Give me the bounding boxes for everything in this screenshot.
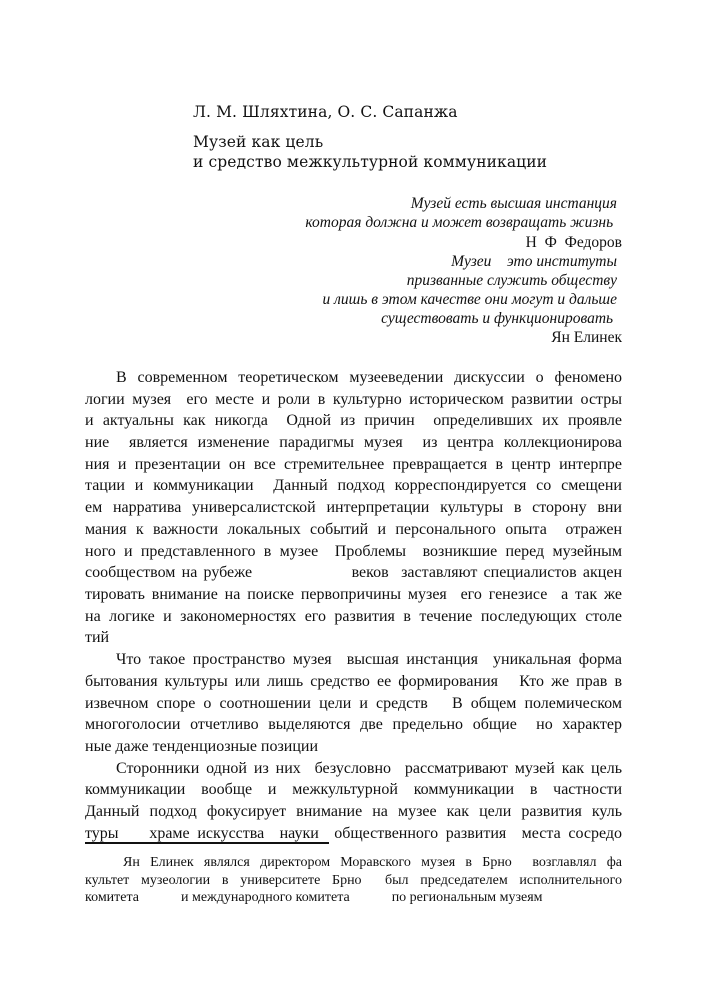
body-line: многоголосии отчетливо выделяются две предельно общие но характер <box>85 716 622 733</box>
epigraph-1-line-1: Музей есть высшая инстанция <box>410 195 617 212</box>
article-authors: Л. М. Шляхтина, О. С. Сапанжа <box>193 103 458 121</box>
epigraph-2-line-2: призванные служить обществу <box>406 272 617 289</box>
body-line: на логике и закономерностях его развития в течение последующих столе <box>85 608 622 625</box>
epigraph-2-line-4: существовать и функционировать <box>381 310 617 327</box>
body-line: и актуальны как никогда Одной из причин определивших их проявле <box>85 412 622 429</box>
body-line: туры храме искусства науки общественного развития места сосредо <box>85 825 622 842</box>
article-title-line-1: Музей как цель <box>193 133 324 151</box>
epigraph-2-line-1: Музеи это институты <box>451 253 617 270</box>
footnote-line: комитета и международного комитета по региональным музеям <box>85 890 543 905</box>
body-line: ние является изменение парадигмы музея из центра коллекционирова <box>85 434 622 451</box>
body-line: тации и коммуникации Данный подход корреспондируется со смещени <box>85 477 622 494</box>
body-line: ем нарратива универсалистской интерпретации культуры в сторону вни <box>85 499 622 516</box>
body-line: сообществом на рубеже веков заставляют специалистов акцен <box>85 564 622 581</box>
body-line: извечном споре о соотношении цели и средств В общем полемическом <box>85 695 622 712</box>
epigraph-1-author: Н Ф Федоров <box>525 234 622 251</box>
body-line: ния и презентации он все стремительнее превращается в центр интерпре <box>85 456 622 473</box>
epigraph-2-author: Ян Елинек <box>551 329 622 346</box>
body-line: тий <box>85 629 110 646</box>
footnote-line: Ян Елинек являлся директором Моравского музея в Брно возглавлял фа <box>123 855 622 870</box>
body-line: тировать внимание на поиске первопричины музея его генезисе а так же <box>85 586 622 603</box>
body-line: Что такое пространство музея высшая инстанция уникальная форма <box>116 651 622 668</box>
body-line: Данный подход фокусирует внимание на музее как цели развития куль <box>85 803 622 820</box>
body-line: мания к важности локальных событий и персонального опыта отражен <box>85 521 622 538</box>
body-line: ные даже тенденциозные позиции <box>85 738 319 755</box>
body-line: логии музея его месте и роли в культурно историческом развитии остры <box>85 391 622 408</box>
body-line: Сторонники одной из них безусловно рассматривают музей как цель <box>116 760 622 777</box>
body-line: бытования культуры или лишь средство ее формирования Кто же прав в <box>85 673 622 690</box>
footnote-separator <box>85 842 329 844</box>
body-line: ного и представленного в музее Проблемы возникшие перед музейным <box>85 543 622 560</box>
epigraph-1-line-2: которая должна и может возвращать жизнь <box>305 214 617 231</box>
body-line: коммуникации вообще и межкультурной коммуникации в частности <box>85 781 622 798</box>
body-line: В современном теоретическом музееведении дискуссии о феномено <box>116 369 622 386</box>
footnote-line: культет музеологии в университете Брно был председателем исполнительного <box>85 873 622 888</box>
article-title-line-2: и средство межкультурной коммуникации <box>193 153 548 171</box>
epigraph-2-line-3: и лишь в этом качестве они могут и дальше <box>322 291 617 308</box>
